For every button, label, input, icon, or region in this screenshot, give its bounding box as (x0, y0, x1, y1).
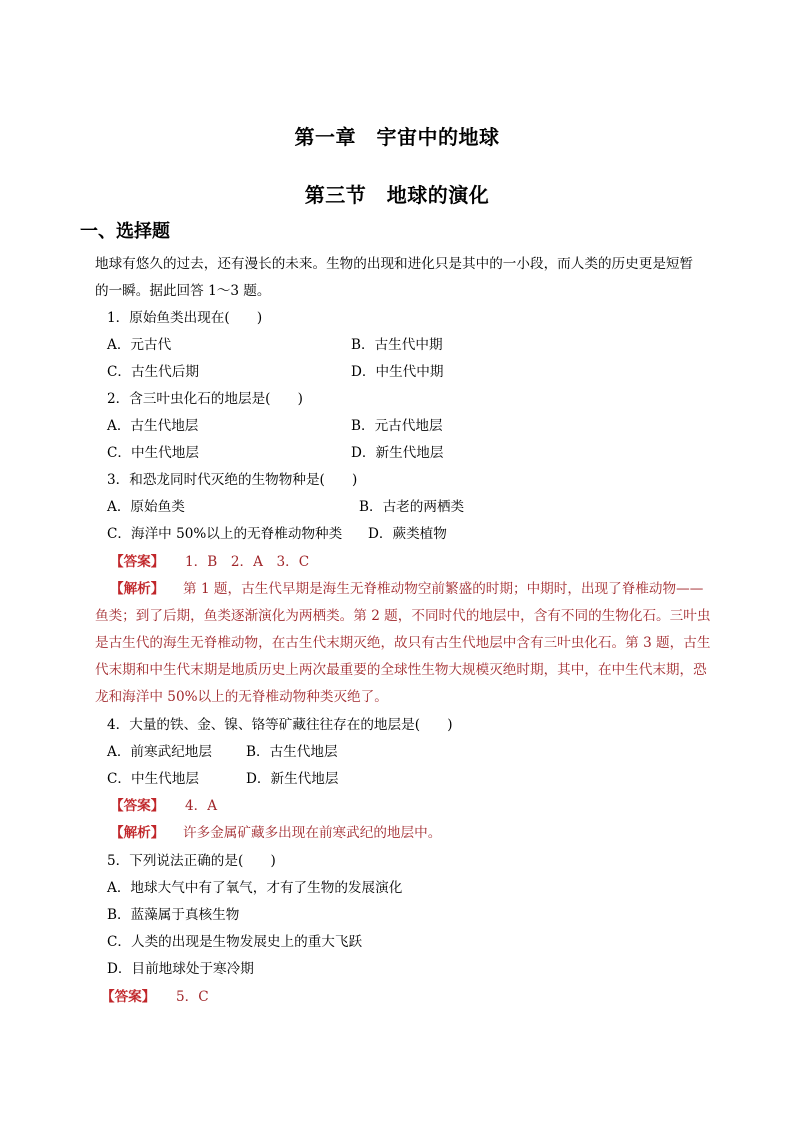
q2-option-d: D．新生代地层 (351, 445, 444, 461)
q5-stem: 5．下列说法正确的是( ) (107, 853, 276, 869)
q1-option-b: B．古生代中期 (351, 337, 443, 353)
analysis-text: 许多金属矿藏多出现在前寒武纪的地层中。 (183, 825, 442, 841)
answer-label: 【答案】 (110, 798, 165, 814)
analysis-line-3: 是古生代的海生无脊椎动物，在古生代末期灭绝，故只有古生代地层中含有三叶虫化石。第 3 题，古生 (95, 635, 711, 651)
q2-stem: 2．含三叶虫化石的地层是( ) (107, 391, 303, 407)
q2-option-c: C．中生代地层 (107, 445, 199, 461)
q5-option-b: B．蓝藻属于真核生物 (107, 907, 240, 923)
q2-option-a: A．古生代地层 (107, 418, 199, 434)
q5-option-c: C．人类的出现是生物发展史上的重大飞跃 (107, 934, 363, 950)
q1-option-c: C．古生代后期 (107, 364, 199, 380)
q4-stem: 4．大量的铁、金、镍、铬等矿藏往往存在的地层是( ) (107, 717, 453, 733)
analysis-line-5: 龙和海洋中 50%以上的无脊椎动物种类灭绝了。 (95, 689, 388, 705)
q4-option-d: D．新生代地层 (246, 771, 339, 787)
answer-block-1 (110, 553, 309, 571)
answer-text: 5．C (176, 989, 209, 1005)
answer-label: 【答案】 (101, 989, 156, 1005)
q1-stem: 1．原始鱼类出现在( ) (107, 310, 263, 326)
q3-option-a: A．原始鱼类 (107, 499, 185, 515)
answer-label: 【答案】 (110, 554, 165, 570)
part-heading: 一、选择题 (80, 221, 170, 242)
analysis-text: 第 1 题，古生代早期是海生无脊椎动物空前繁盛的时期；中期时，出现了脊椎动物—— (183, 581, 704, 597)
chapter-title: 第一章 宇宙中的地球 (294, 125, 500, 149)
analysis-label: 【解析】 (110, 581, 165, 597)
analysis-block-4 (110, 824, 441, 842)
intro-line-2: 的一瞬。据此回答 1～3 题。 (95, 283, 271, 299)
q2-option-b: B．元古代地层 (351, 418, 443, 434)
q4-option-a: A．前寒武纪地层 (107, 744, 212, 760)
q5-option-a: A．地球大气中有了氧气，才有了生物的发展演化 (107, 880, 403, 896)
analysis-line-2: 鱼类；到了后期，鱼类逐渐演化为两栖类。第 2 题，不同时代的地层中，含有不同的生物化石。三叶虫 (95, 608, 711, 624)
q5-option-d: D．目前地球处于寒冷期 (107, 961, 254, 977)
q3-option-c: C．海洋中 50%以上的无脊椎动物种类 (107, 526, 343, 542)
answer-block-5 (101, 988, 209, 1006)
q4-option-b: B．古生代地层 (246, 744, 338, 760)
section-title: 第三节 地球的演化 (304, 183, 490, 207)
q3-option-b: B．古老的两栖类 (359, 499, 465, 515)
analysis-line-4: 代末期和中生代末期是地质历史上两次最重要的全球性生物大规模灭绝时期，其中，在中生代末期，恐 (95, 662, 707, 678)
analysis-line-1 (110, 580, 703, 598)
answer-block-4 (110, 797, 217, 815)
q3-option-d: D．蕨类植物 (368, 526, 447, 542)
intro-line-1: 地球有悠久的过去，还有漫长的未来。生物的出现和进化只是其中的一小段，而人类的历史更是短暂 (95, 256, 694, 272)
analysis-label: 【解析】 (110, 825, 165, 841)
answer-text: 4．A (185, 798, 218, 814)
q3-stem: 3．和恐龙同时代灭绝的生物物种是( ) (107, 472, 358, 488)
q1-option-d: D．中生代中期 (351, 364, 444, 380)
answer-text: 1．B 2．A 3．C (185, 554, 310, 570)
q4-option-c: C．中生代地层 (107, 771, 199, 787)
q1-option-a: A．元古代 (107, 337, 172, 353)
